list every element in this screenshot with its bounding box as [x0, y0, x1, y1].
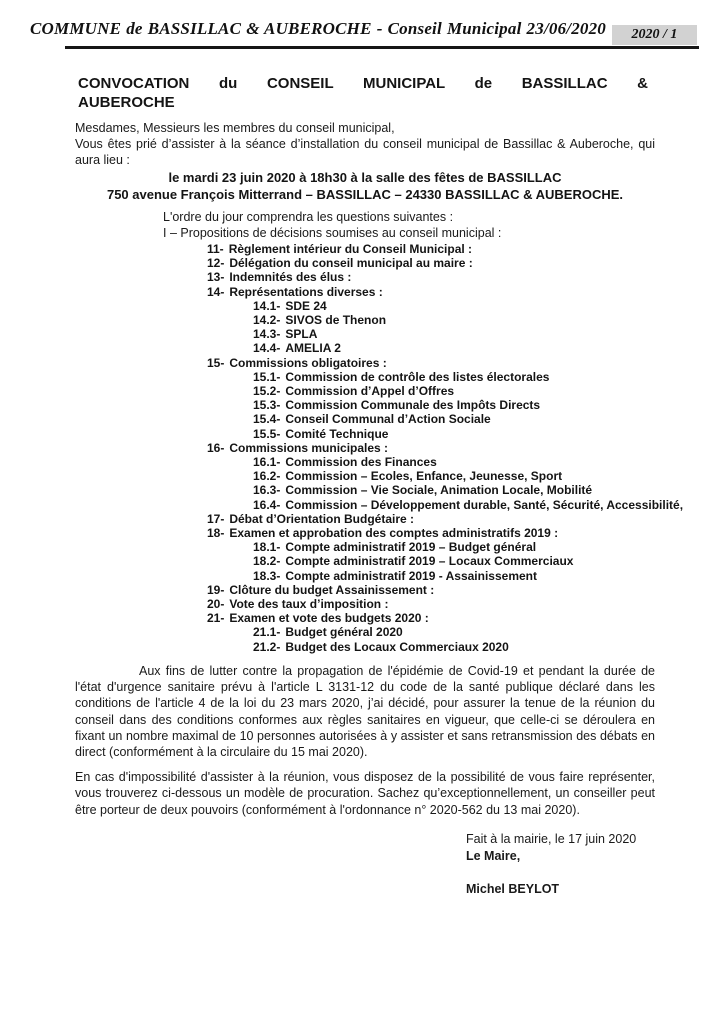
header-title: COMMUNE de BASSILLAC & AUBEROCHE - Conseil Municipal 23/06/2020 — [30, 19, 606, 38]
agenda-item-number: 16.1- — [253, 455, 281, 470]
agenda-item — [207, 611, 655, 625]
agenda-item-label: Budget général 2020 — [285, 625, 403, 640]
agenda-item — [253, 398, 655, 412]
agenda-item — [207, 256, 655, 270]
agenda-item-number: 16.4- — [253, 497, 281, 512]
agenda-item-number: 15.3- — [253, 398, 281, 413]
agenda-item-label: Budget des Locaux Commerciaux 2020 — [285, 639, 509, 654]
agenda-item-label: Vote des taux d’imposition : — [229, 597, 389, 612]
agenda-item-number: 15.4- — [253, 412, 281, 427]
agenda-item-label: Commission des Finances — [285, 455, 437, 470]
agenda-item — [207, 526, 655, 540]
agenda-item-label: Représentations diverses : — [229, 284, 383, 299]
agenda-item-label: Indemnités des élus : — [229, 270, 352, 285]
agenda-item — [253, 483, 655, 497]
meeting-date-line: le mardi 23 juin 2020 à 18h30 à la salle des fêtes de BASSILLAC — [168, 170, 562, 185]
agenda-item-label: Commission d’Appel d’Offres — [285, 384, 455, 399]
agenda-item — [253, 299, 655, 313]
agenda-item-number: 15- — [207, 355, 225, 370]
agenda-item — [253, 640, 655, 654]
agenda-item-label: Compte administratif 2019 - Assainissement — [285, 568, 537, 583]
agenda-item-number: 14.1- — [253, 298, 281, 313]
agenda-intro-block — [163, 209, 655, 241]
agenda-item-number: 14.2- — [253, 313, 281, 328]
agenda-item-number: 16.3- — [253, 483, 281, 498]
document-title — [78, 74, 648, 112]
agenda-item-label: SPLA — [285, 327, 318, 342]
agenda-item — [207, 285, 655, 299]
agenda-item — [253, 327, 655, 341]
agenda-item-label: Clôture du budget Assainissement : — [229, 582, 435, 597]
agenda-item-label: Examen et vote des budgets 2020 : — [229, 611, 429, 626]
procuration-paragraph: En cas d'impossibilité d'assister à la réunion, vous disposez de la possibilité de vous faire représenter, vous trouverez ci-dessous un modèle de procuration. Sachez qu’exceptionnellement, un conseiller peut être porteur de deux pouvoirs (conformément à l'ordonnance n° 2020-562 du 13 mai 2020). — [75, 770, 655, 817]
agenda-item-label: AMELIA 2 — [285, 341, 341, 356]
agenda-item-label: Commission – Développement durable, Santé, Sécurité, Accessibilité, — [285, 497, 684, 512]
agenda-item-label: Commission Communale des Impôts Directs — [285, 398, 541, 413]
agenda-item — [253, 370, 655, 384]
agenda-item-label: Comité Technique — [285, 426, 389, 441]
meeting-details — [75, 170, 655, 203]
agenda-item-label: SIVOS de Thenon — [285, 313, 387, 328]
agenda-item-number: 21.2- — [253, 639, 281, 654]
agenda-item — [253, 540, 655, 554]
agenda-item — [253, 384, 655, 398]
agenda-item-label: SDE 24 — [285, 298, 327, 313]
agenda-item-number: 18.2- — [253, 554, 281, 569]
signature-block — [466, 831, 655, 898]
agenda-item — [253, 427, 655, 441]
agenda-item — [253, 497, 684, 512]
agenda-item — [253, 412, 655, 426]
agenda-item-label: Commissions municipales : — [229, 440, 389, 455]
agenda-item-label: Commission de contrôle des listes électorales — [285, 369, 550, 384]
agenda-item-number: 13- — [207, 270, 225, 285]
document-body — [0, 74, 724, 898]
document-header — [0, 0, 724, 50]
invitation-paragraph: Vous êtes prié d’assister à la séance d’installation du conseil municipal de Bassillac & Auberoche, qui aura lieu : — [75, 137, 655, 167]
agenda-item-number: 14.3- — [253, 327, 281, 342]
agenda-item-number: 11- — [207, 242, 224, 256]
agenda-item-label: Compte administratif 2019 – Locaux Commerciaux — [285, 554, 574, 569]
intro-block — [75, 120, 655, 168]
salutation-line: Mesdames, Messieurs les membres du conseil municipal, — [75, 121, 395, 135]
agenda-item-number: 14- — [207, 284, 225, 299]
agenda-item — [253, 313, 655, 327]
agenda-item-number: 15.5- — [253, 426, 281, 441]
agenda-item-label: Compte administratif 2019 – Budget général — [285, 540, 537, 555]
agenda-item-number: 16.2- — [253, 469, 281, 484]
agenda-item-number: 20- — [207, 597, 225, 612]
agenda-item-number: 16- — [207, 440, 225, 455]
document-title-line1: CONVOCATION du CONSEIL MUNICIPAL de BASSILLAC & — [78, 75, 648, 92]
agenda-item-label: Conseil Communal d’Action Sociale — [285, 412, 491, 427]
agenda-section-heading: I – Propositions de décisions soumises au conseil municipal : — [163, 226, 502, 240]
agenda-item-label: Commission – Vie Sociale, Animation Locale, Mobilité — [285, 483, 593, 498]
agenda-item-number: 17- — [207, 511, 225, 526]
agenda-item-number: 15.2- — [253, 384, 281, 399]
agenda-item-number: 21.1- — [253, 625, 281, 640]
agenda-item-label: Commission – Ecoles, Enfance, Jeunesse, Sport — [285, 469, 563, 484]
header-rule — [65, 46, 699, 49]
agenda-item-number: 18- — [207, 526, 225, 541]
signature-name: Michel BEYLOT — [466, 881, 560, 896]
agenda-item — [207, 512, 655, 526]
meeting-address-line: 750 avenue François Mitterrand – BASSILLAC – 24330 BASSILLAC & AUBEROCHE. — [106, 186, 624, 202]
page-reference-badge: 2020 / 1 — [612, 25, 697, 45]
agenda-item-number: 14.4- — [253, 341, 281, 356]
agenda-item — [253, 341, 655, 355]
agenda-item — [207, 270, 655, 284]
agenda-item — [207, 441, 655, 455]
agenda-item — [207, 583, 655, 597]
document-title-line2: AUBEROCHE — [78, 94, 175, 111]
agenda-item-number: 18.3- — [253, 568, 281, 583]
agenda-item — [207, 597, 655, 611]
agenda-item — [207, 356, 655, 370]
agenda-item-number: 19- — [207, 582, 225, 597]
agenda-item-number: 18.1- — [253, 540, 281, 555]
agenda-item-number: 21- — [207, 611, 225, 626]
agenda-item — [207, 242, 655, 256]
agenda-item-number: 12- — [207, 256, 225, 271]
agenda-item-label: Délégation du conseil municipal au maire : — [229, 256, 473, 271]
agenda-item — [253, 455, 655, 469]
agenda-item-label: Examen et approbation des comptes administratifs 2019 : — [229, 526, 559, 541]
agenda-item — [253, 625, 655, 639]
agenda-item — [253, 569, 655, 583]
agenda-item-label: Commissions obligatoires : — [229, 355, 387, 370]
agenda-item-label: Débat d’Orientation Budgétaire : — [229, 511, 415, 526]
signature-role: Le Maire, — [466, 848, 521, 863]
covid-measures-paragraph: Aux fins de lutter contre la propagation de l'épidémie de Covid-19 et pendant la durée de l'état d'urgence sanitaire prévu à l'article L 3131-12 du code de la santé publique déclaré dans les conditions de l'article 4 de la loi du 23 mars 2020, j’ai décidé, pour assurer la tenue de la réunion du conseil dans des conditions conformes aux règles sanitaires en vigueur, que celle-ci se déroulera en fixant un nombre maximal de 10 personnes autorisées à y assister et sans retransmission des débats en direct (conformément à la circulaire du 15 mai 2020). — [75, 663, 655, 759]
agenda-item — [253, 554, 655, 568]
agenda-item-label: Règlement intérieur du Conseil Municipal : — [228, 242, 473, 256]
agenda-item — [253, 469, 655, 483]
agenda-item-number: 15.1- — [253, 369, 281, 384]
agenda-list — [75, 242, 684, 654]
agenda-intro-line: L'ordre du jour comprendra les questions suivantes : — [163, 210, 454, 224]
signature-place-date: Fait à la mairie, le 17 juin 2020 — [466, 831, 637, 846]
